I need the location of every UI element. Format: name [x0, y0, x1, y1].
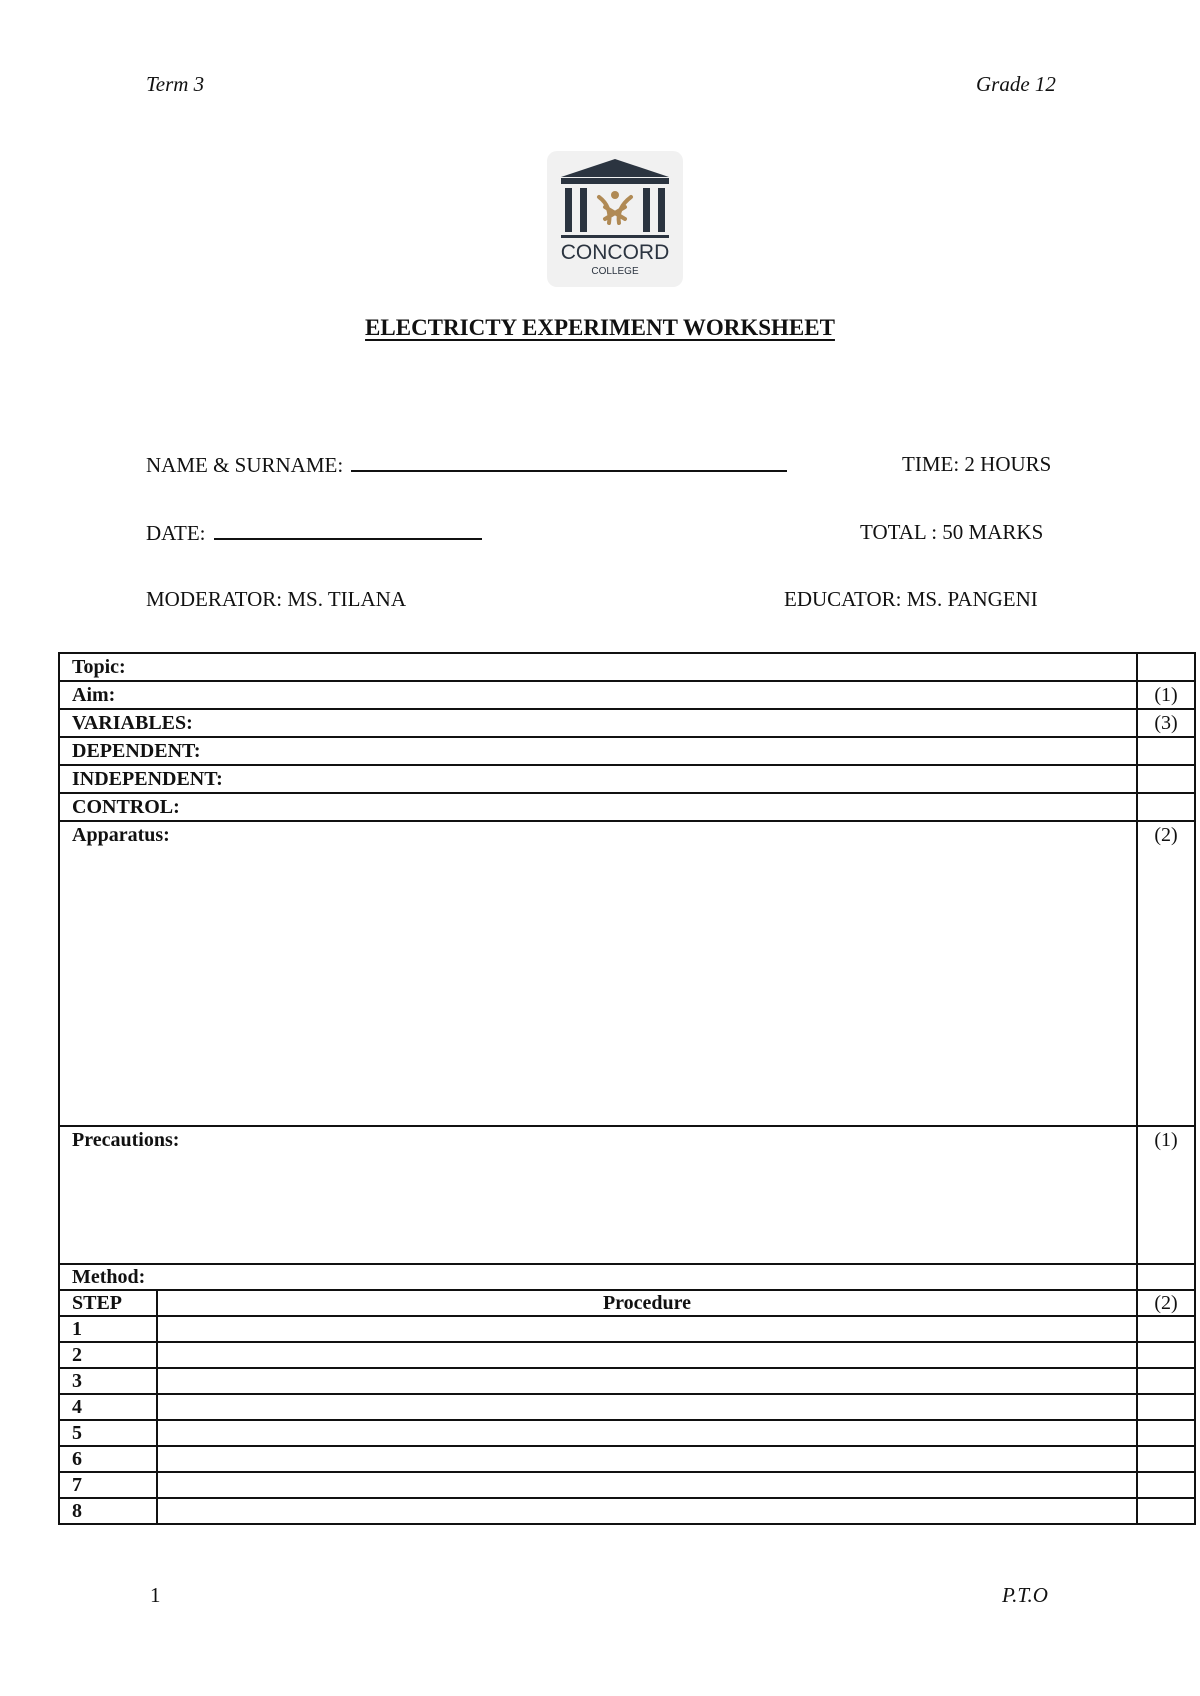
table-row — [59, 1498, 1195, 1524]
step-number: 5 — [59, 1420, 157, 1446]
name-blank-line[interactable] — [351, 452, 787, 472]
date-label: DATE: — [146, 521, 206, 545]
college-logo — [547, 151, 683, 287]
procedure-cell[interactable] — [157, 1368, 1137, 1394]
control-cell[interactable]: CONTROL: — [59, 793, 1137, 821]
dependent-row — [59, 737, 1195, 765]
variables-cell: VARIABLES: — [59, 709, 1137, 737]
procedure-cell[interactable] — [157, 1420, 1137, 1446]
procedure-header: Procedure — [157, 1290, 1137, 1316]
step-number: 7 — [59, 1472, 157, 1498]
apparatus-cell[interactable]: Apparatus: — [59, 821, 1137, 1126]
aim-row — [59, 681, 1195, 709]
procedure-cell[interactable] — [157, 1342, 1137, 1368]
table-row — [59, 1394, 1195, 1420]
term-label: Term 3 — [146, 72, 205, 96]
table-row — [59, 1316, 1195, 1342]
step-mark — [1137, 1446, 1195, 1472]
total-marks-label: TOTAL : 50 MARKS — [860, 520, 1044, 544]
control-row — [59, 793, 1195, 821]
step-mark — [1137, 1498, 1195, 1524]
dependent-mark — [1137, 737, 1195, 765]
pto-label: P.T.O — [1002, 1583, 1048, 1607]
step-mark — [1137, 1368, 1195, 1394]
step-mark — [1137, 1472, 1195, 1498]
aim-mark: (1) — [1137, 681, 1195, 709]
variables-mark: (3) — [1137, 709, 1195, 737]
procedure-cell[interactable] — [157, 1316, 1137, 1342]
step-mark — [1137, 1394, 1195, 1420]
procedure-cell[interactable] — [157, 1446, 1137, 1472]
table-row — [59, 1342, 1195, 1368]
aim-cell[interactable]: Aim: — [59, 681, 1137, 709]
name-field[interactable] — [146, 452, 787, 478]
procedure-cell[interactable] — [157, 1394, 1137, 1420]
independent-mark — [1137, 765, 1195, 793]
dependent-cell[interactable]: DEPENDENT: — [59, 737, 1137, 765]
step-mark — [1137, 1342, 1195, 1368]
topic-row — [59, 653, 1195, 681]
time-label: TIME: 2 HOURS — [902, 452, 1052, 476]
worksheet-table — [58, 652, 1196, 1525]
topic-cell[interactable]: Topic: — [59, 653, 1137, 681]
table-row — [59, 1368, 1195, 1394]
page-number: 1 — [150, 1583, 161, 1607]
step-mark — [1137, 1316, 1195, 1342]
independent-row — [59, 765, 1195, 793]
svg-text:COLLEGE: COLLEGE — [591, 266, 639, 277]
variables-row — [59, 709, 1195, 737]
independent-cell[interactable]: INDEPENDENT: — [59, 765, 1137, 793]
name-label: NAME & SURNAME: — [146, 453, 344, 477]
svg-text:CONCORD: CONCORD — [560, 241, 670, 264]
method-row — [59, 1264, 1195, 1290]
step-number: 8 — [59, 1498, 157, 1524]
moderator-label: MODERATOR: MS. TILANA — [146, 587, 406, 611]
step-number: 1 — [59, 1316, 157, 1342]
date-field[interactable] — [146, 520, 482, 546]
method-cell: Method: — [59, 1264, 1137, 1290]
procedure-mark: (2) — [1137, 1290, 1195, 1316]
worksheet-title: ELECTRICTY EXPERIMENT WORKSHEET — [365, 315, 835, 340]
step-mark — [1137, 1420, 1195, 1446]
table-row — [59, 1472, 1195, 1498]
step-number: 6 — [59, 1446, 157, 1472]
procedure-cell[interactable] — [157, 1498, 1137, 1524]
table-row — [59, 1420, 1195, 1446]
procedure-cell[interactable] — [157, 1472, 1137, 1498]
method-mark — [1137, 1264, 1195, 1290]
step-header: STEP — [59, 1290, 157, 1316]
table-row — [59, 1446, 1195, 1472]
date-blank-line[interactable] — [214, 520, 482, 540]
apparatus-mark: (2) — [1137, 821, 1195, 1126]
precautions-row — [59, 1126, 1195, 1264]
topic-mark — [1137, 653, 1195, 681]
step-number: 2 — [59, 1342, 157, 1368]
step-number: 3 — [59, 1368, 157, 1394]
educator-label: EDUCATOR: MS. PANGENI — [784, 587, 1038, 611]
precautions-mark: (1) — [1137, 1126, 1195, 1264]
control-mark — [1137, 793, 1195, 821]
grade-label: Grade 12 — [976, 72, 1056, 96]
procedure-header-row — [59, 1290, 1195, 1316]
precautions-cell[interactable]: Precautions: — [59, 1126, 1137, 1264]
step-number: 4 — [59, 1394, 157, 1420]
apparatus-row — [59, 821, 1195, 1126]
